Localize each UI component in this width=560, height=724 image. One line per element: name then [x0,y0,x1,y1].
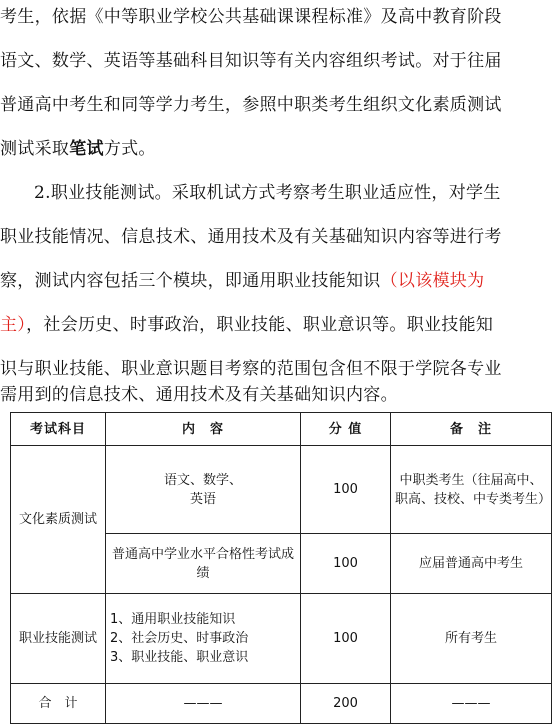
content-cell: 普通高中学业水平合格性考试成绩 [106,534,301,594]
content-line: 2、社会历史、时事政治 [110,631,249,646]
emphasis-text: 笔试 [69,139,104,159]
content-cell [106,446,301,534]
subject-cell: 文化素质测试 [11,446,106,594]
paragraph-line: 普通高中考生和同等学力考生，参照中职类考生组织文化素质测试 [0,95,502,115]
header-note: 备 注 [391,413,552,446]
text-run: 察，测试内容包括三个模块，即通用职业技能知识 [0,271,381,291]
content-line: 3、职业技能、职业意识 [110,650,249,665]
score-cell: 100 [301,534,391,594]
header-score: 分 值 [301,413,391,446]
total-content-cell: ——— [106,684,301,724]
text-run: ，社会历史、时事政治，职业技能、职业意识等。职业技能知 [26,315,494,335]
paragraph-line [0,134,156,159]
paragraph-line [0,310,493,335]
table-total-row [11,684,552,724]
content-line: 语文、数学、 [163,472,242,488]
exam-table [10,412,552,724]
content-line: 英语 [189,491,216,507]
paragraph-line: 职业技能情况、信息技术、通用技术及有关基础知识内容等进行考 [0,227,502,247]
paragraph-line: 考生，依据《中等职业学校公共基础课课程标准》及高中教育阶段 [0,7,502,27]
paragraph-line: 识与职业技能、职业意识题目考察的范围包含但不限于学院各专业 [0,359,502,379]
note-cell: 应届普通高中考生 [391,534,552,594]
text-run: 方式。 [103,139,156,159]
score-cell: 100 [301,446,391,534]
subject-cell: 职业技能测试 [11,594,106,684]
paragraph-line: 2.职业技能测试。采取机试方式考察考生职业适应性，对学生 [34,183,501,203]
note-cell: 中职类考生（往届高中、职高、技校、中专类考生） [391,446,552,534]
total-score-cell: 200 [301,684,391,724]
paragraph-line: 需用到的信息技术、通用技术及有关基础知识内容。 [0,385,398,405]
text-run: 测试采取 [0,139,70,159]
header-subject: 考试科目 [11,413,106,446]
highlight-text: 主） [0,315,27,335]
total-note-cell: ——— [391,684,552,724]
total-label-cell: 合 计 [11,684,106,724]
content-line: 1、通用职业技能知识 [110,612,236,627]
highlight-text: （以该模块为 [380,271,485,291]
table-row [11,446,552,534]
paragraph-line: 语文、数学、英语等基础科目知识等有关内容组织考试。对于往届 [0,51,502,71]
header-content: 内 容 [106,413,301,446]
table-header-row [11,413,552,446]
content-cell [106,594,301,684]
paragraph-line [0,266,484,291]
table-row [11,594,552,684]
score-cell: 100 [301,594,391,684]
note-cell: 所有考生 [391,594,552,684]
